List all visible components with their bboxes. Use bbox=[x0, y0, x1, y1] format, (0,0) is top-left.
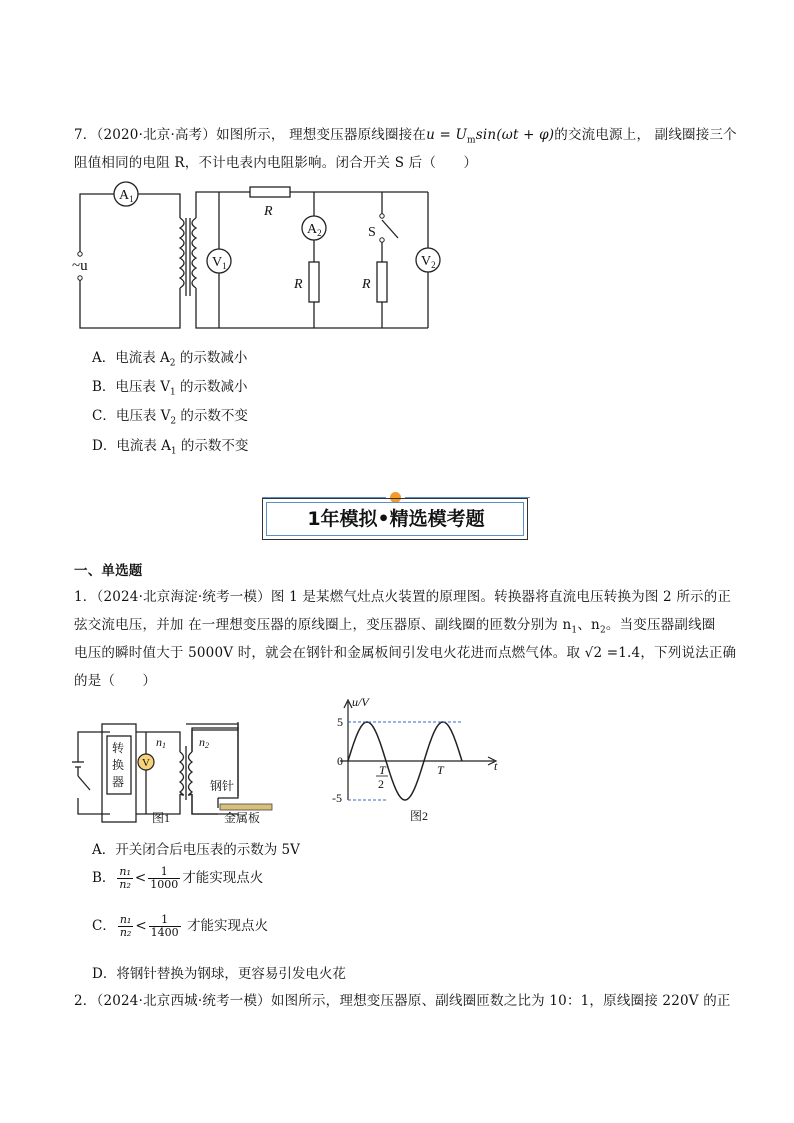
fig2-caption: 图2 bbox=[410, 809, 429, 823]
q1-option-c[interactable] bbox=[92, 914, 268, 939]
q7-option-a-text: A．电流表 A bbox=[92, 350, 170, 366]
q7-text-2: 的交流电源上， 副线圈接三个 bbox=[554, 127, 737, 143]
q7-option-d-text2: 的示数不变 bbox=[176, 438, 249, 454]
fig1-n2-label: n2 bbox=[199, 735, 209, 750]
q1-figure-2 bbox=[326, 692, 506, 828]
section-heading: 一、单选题 bbox=[74, 563, 143, 579]
q7-option-a-text2: 的示数减小 bbox=[175, 350, 248, 366]
q1-figure-1 bbox=[68, 718, 288, 824]
q7-option-d-sub: 1 bbox=[170, 446, 177, 457]
q7-circuit-diagram bbox=[66, 178, 446, 338]
q7-option-c-sub: 2 bbox=[170, 416, 177, 427]
q1-line2-text2: 、n bbox=[577, 617, 600, 633]
q7-formula-rest: sin(ωt + φ) bbox=[475, 127, 555, 143]
q1-n1-sub: 1 bbox=[571, 625, 578, 636]
q1-option-b-ratio: $\frac{\text{n₁}}{\text{n₂}}$ bbox=[119, 865, 131, 891]
converter-char-1: 转 bbox=[112, 741, 125, 755]
fig1-voltmeter-label: V bbox=[142, 757, 150, 769]
q7-line1 bbox=[74, 123, 737, 146]
q1-option-b-suffix: 才能实现点火 bbox=[182, 870, 264, 886]
q1-option-d[interactable]: D．将钢针替换为钢球，更容易引发电火花 bbox=[92, 966, 346, 982]
q1-line2 bbox=[74, 613, 715, 636]
converter-char-3: 器 bbox=[112, 775, 125, 789]
fig1-caption: 图1 bbox=[152, 811, 171, 824]
fig2-y-neg: -5 bbox=[332, 791, 342, 805]
a2-meter-label: $A_2$ bbox=[307, 222, 322, 238]
q1-line2-text3: 。当变压器副线圈 bbox=[605, 617, 716, 633]
q1-option-b-prefix: B． bbox=[92, 870, 116, 886]
q1-option-c-value: $\frac{1}{1400}$ bbox=[150, 913, 179, 939]
q7-formula: u = U bbox=[426, 127, 468, 143]
q1-line2-text: 弦交流电压，并加 在一理想变压器的原线圈上，变压器原、副线圈的匝数分别为 n bbox=[74, 617, 572, 633]
q7-option-c[interactable] bbox=[92, 404, 248, 427]
fig2-origin: 0 bbox=[337, 754, 343, 768]
q7-option-a-sub: 2 bbox=[169, 358, 176, 369]
q7-line2: 阻值相同的电阻 R，不计电表内电阻影响。闭合开关 S 后（ ） bbox=[74, 155, 478, 171]
q1-n2-sub: 2 bbox=[599, 625, 606, 636]
q2-line1: 2．（2024·北京西城·统考一模）如图所示，理想变压器原、副线圈匝数之比为 10：1，原线圈接 220V 的正 bbox=[74, 993, 731, 1009]
q7-text: 7．（2020·北京·高考）如图所示， 理想变压器原线圈接在 bbox=[74, 127, 427, 143]
q7-option-a[interactable] bbox=[92, 346, 247, 369]
q7-option-b-text2: 的示数减小 bbox=[175, 379, 248, 395]
fig2-half-t-den: 2 bbox=[378, 777, 384, 791]
r-right-label: R bbox=[362, 277, 371, 292]
q1-line1: 1．（2024·北京海淀·统考一模）图 1 是某燃气灶点火装置的原理图。转换器将直流电压转换为图 2 所示的正 bbox=[74, 589, 732, 605]
r-mid-label: R bbox=[294, 277, 303, 292]
fig2-y-pos: 5 bbox=[337, 715, 343, 729]
section-banner bbox=[262, 492, 530, 544]
fig2-xlabel: t bbox=[494, 759, 498, 773]
q1-option-c-prefix: C． bbox=[92, 918, 116, 934]
switch-label: S bbox=[368, 225, 376, 240]
fig1-n1-label: n1 bbox=[156, 735, 166, 750]
converter-char-2: 换 bbox=[112, 758, 125, 772]
q7-option-c-text2: 的示数不变 bbox=[176, 408, 248, 424]
fig2-half-t-num: T bbox=[379, 763, 386, 777]
a1-meter-label: $A_1$ bbox=[119, 188, 134, 204]
q7-option-b-sub: 1 bbox=[169, 387, 176, 398]
q1-option-b[interactable] bbox=[92, 866, 263, 891]
needle-label: 钢针 bbox=[210, 779, 235, 793]
q1-option-c-suffix: 才能实现点火 bbox=[182, 918, 268, 934]
q1-option-b-value: $\frac{1}{1000}$ bbox=[150, 865, 179, 891]
q1-option-c-rel: < bbox=[135, 918, 147, 934]
fig2-t-label: T bbox=[437, 763, 444, 777]
q1-option-a[interactable]: A．开关闭合后电压表的示数为 5V bbox=[92, 842, 300, 858]
v2-meter-label: $V_2$ bbox=[421, 254, 436, 270]
q1-option-c-ratio: $\frac{\text{n₁}}{\text{n₂}}$ bbox=[119, 913, 132, 939]
v1-meter-label: $V_1$ bbox=[212, 255, 227, 271]
plate-label: 金属板 bbox=[224, 811, 261, 824]
banner-title: 1年模拟•精选模考题 bbox=[307, 508, 485, 530]
fig2-ylabel: u/V bbox=[352, 695, 369, 709]
q7-option-b[interactable] bbox=[92, 375, 248, 398]
q1-line3: 电压的瞬时值大于 5000V 时，就会在钢针和金属板间引发电火花进而点燃气体。取 √2 =1.4，下列说法正确 bbox=[74, 645, 737, 661]
q7-option-c-text: C．电压表 V bbox=[92, 408, 171, 424]
r-top-label: R bbox=[264, 204, 273, 219]
q7-option-d[interactable] bbox=[92, 434, 248, 457]
q7-formula-sub: m bbox=[467, 135, 476, 146]
q7-option-b-text: B．电压表 V bbox=[92, 379, 170, 395]
q1-option-b-rel: < bbox=[134, 870, 147, 886]
q1-line4: 的是（ ） bbox=[74, 673, 157, 689]
source-label: ~u bbox=[72, 258, 88, 274]
q7-option-d-text: D．电流表 A bbox=[92, 438, 171, 454]
